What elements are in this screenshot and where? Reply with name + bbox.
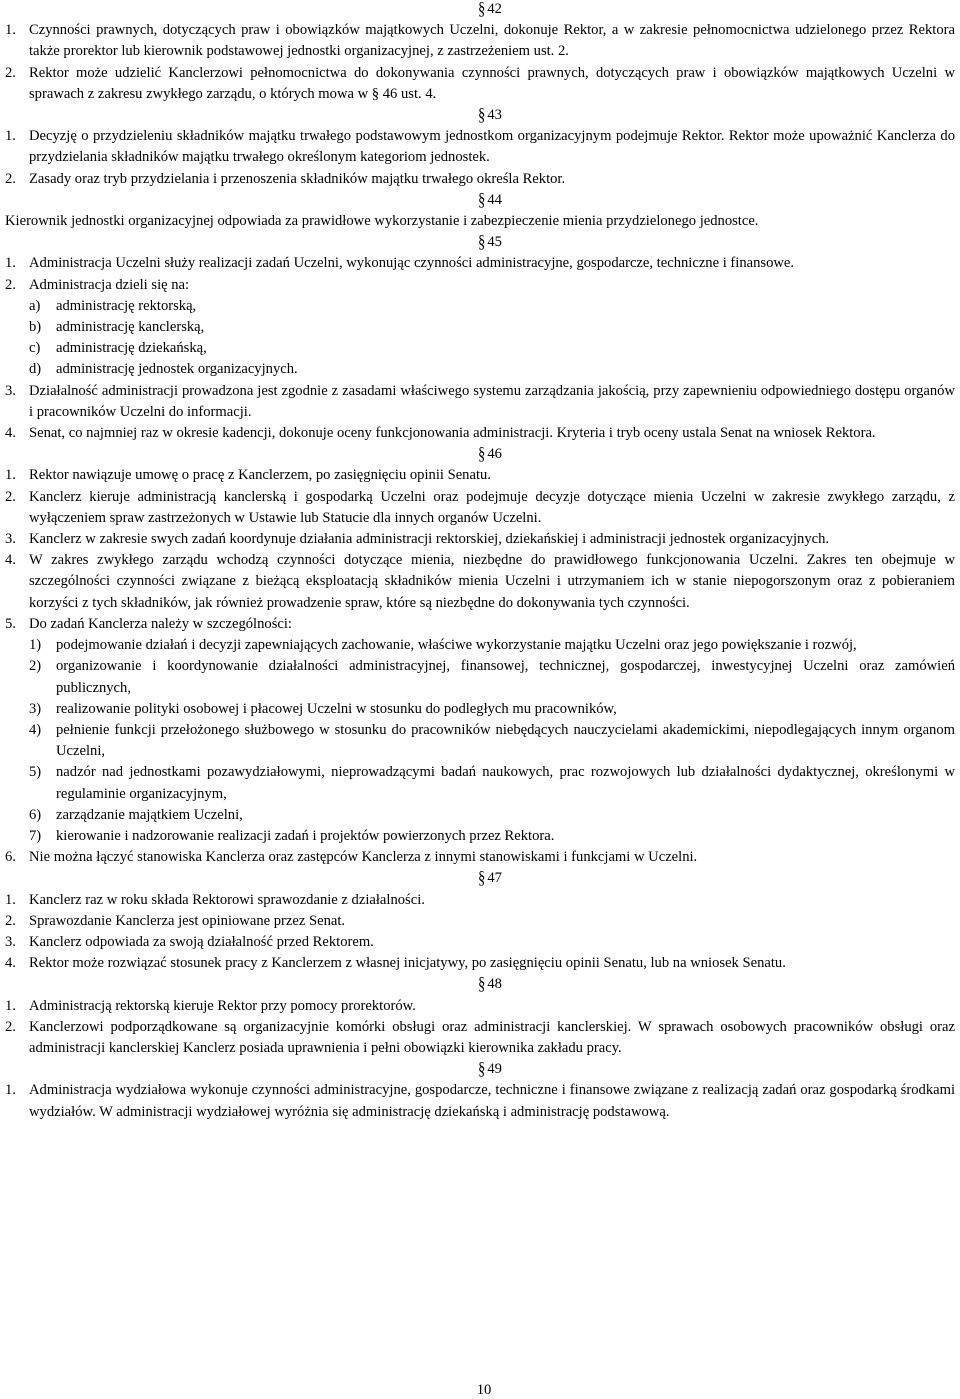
paragraph-text: Czynności prawnych, dotyczących praw i obowiązków majątkowych Uczelni, dokonuje Rektor, a w zakresie pełnomocnictwa udzielonego przez Rektora także prorektor lub kierownik podstawowej jednostki organizacyjnej, z zastrzeżeniem ust. 2. (29, 22, 955, 60)
paragraph (5, 614, 955, 635)
list-item (5, 720, 955, 762)
paragraph-number: 1. (5, 128, 16, 145)
paragraph-text: Kanclerz odpowiada za swoją działalność przed Rektorem. (29, 933, 374, 950)
paragraph-text: Działalność administracji prowadzona jest zgodnie z zasadami właściwego systemu zarządzania jakością, przy zapewnieniu odpowiedniego dostępu organów i pracowników Uczelni do informacji. (29, 382, 955, 420)
section-heading: § 44 (15, 190, 960, 211)
paragraph (5, 932, 955, 953)
list-item (5, 635, 955, 656)
list-item-text: administrację dziekańską, (56, 340, 207, 357)
section-heading: § 42 (15, 0, 960, 20)
paragraph-text: Kanclerz kieruje administracją kanclerską i gospodarką Uczelni oraz podejmuje decyzje dotyczące mienia Uczelni w zakresie zwykłego zarządu, z wyłączeniem spraw zastrzeżonych w Ustawie lub Statucie dla innych organów Uczelni. (29, 488, 955, 526)
list-item-text: kierowanie i nadzorowanie realizacji zadań i projektów powierzonych przez Rektora. (56, 827, 555, 844)
paragraph (5, 487, 955, 529)
list-item-marker: c) (29, 340, 41, 357)
paragraph-number: 4. (5, 552, 16, 569)
list-item-marker: 1) (29, 637, 42, 654)
paragraph-number: 1. (5, 467, 16, 484)
paragraph (5, 1080, 955, 1122)
paragraph-number: 2. (5, 912, 16, 929)
list-item (5, 762, 955, 804)
section-heading: § 49 (15, 1059, 960, 1080)
paragraph (5, 911, 955, 932)
paragraph-text: Nie można łączyć stanowiska Kanclerza oraz zastępców Kanclerza z innymi stanowiskami i funkcjami w Uczelni. (29, 849, 698, 866)
list-item (5, 317, 955, 338)
paragraph-number: 3. (5, 531, 16, 548)
paragraph-number: 5. (5, 615, 16, 632)
section-heading: § 46 (15, 444, 960, 465)
paragraph-text: Rektor może rozwiązać stosunek pracy z Kanclerzem z własnej inicjatywy, po zasięgnięciu opinii Senatu, lub na wniosek Senatu. (29, 955, 786, 972)
paragraph-text: Zasady oraz tryb przydzielania i przenoszenia składników majątku trwałego określa Rektor. (29, 170, 566, 187)
list-item (5, 699, 955, 720)
paragraph-text: Kanclerzowi podporządkowane są organizacyjnie komórki obsługi oraz administracji kanclerskiej. W sprawach osobowych pracowników obsługi oraz administracji kanclerskiej Kanclerz posiada uprawnienia i pełni obowiązki kierownika zakładu pracy. (29, 1018, 955, 1056)
paragraph-number: 4. (5, 955, 16, 972)
paragraph-number: 1. (5, 255, 16, 272)
paragraph (5, 465, 955, 486)
list-item (5, 805, 955, 826)
paragraph-text: Senat, co najmniej raz w okresie kadencji, dokonuje oceny funkcjonowania administracji. Kryteria i tryb oceny ustala Senat na wniosek Rektora. (29, 425, 876, 442)
list-item-marker: 4) (29, 721, 42, 738)
list-item-text: realizowanie polityki osobowej i płacowej Uczelni w stosunku do podległych mu pracowników, (56, 700, 617, 717)
list-item-marker: 5) (29, 764, 42, 781)
list-item-marker: 6) (29, 806, 42, 823)
document-body (5, 0, 955, 1123)
list-item-text: pełnienie funkcji przełożonego służbowego w stosunku do pracowników niebędących nauczycielami akademickimi, niepodlegających innym organom Uczelni, (56, 721, 955, 760)
section-heading: § 45 (15, 232, 960, 253)
paragraph-number: 2. (5, 170, 16, 187)
paragraph-text: Sprawozdanie Kanclerza jest opiniowane przez Senat. (29, 912, 346, 929)
list-item-text: nadzór nad jednostkami pozawydziałowymi, nieprowadzącymi badań naukowych, prac rozwojowych lub działalności dydaktycznej, określonymi w regulaminie organizacyjnym, (56, 764, 955, 802)
paragraph-number: 1. (5, 997, 16, 1014)
section-heading: § 47 (15, 868, 960, 889)
paragraph-text: Rektor nawiązuje umowę o pracę z Kanclerzem, po zasięgnięciu opinii Senatu. (29, 467, 491, 484)
page-number: 10 (476, 1382, 492, 1398)
paragraph (5, 253, 955, 274)
paragraph-text: Administracja Uczelni służy realizacji zadań Uczelni, wykonując czynności administracyjne, gospodarcze, techniczne i finansowe. (29, 255, 795, 272)
list-item-text: zarządzanie majątkiem Uczelni, (56, 806, 243, 823)
paragraph-text: Kanclerz w zakresie swych zadań koordynuje działania administracji rektorskiej, dziekańskiej i administracji jednostek organizacyjnych. (29, 531, 830, 548)
paragraph-number: 2. (5, 64, 16, 81)
paragraph-text: Rektor może udzielić Kanclerzowi pełnomocnictwa do dokonywania czynności prawnych, dotyczących praw i obowiązków majątkowych Uczelni w sprawach z zakresu zwykłego zarządu, o których mowa w § 46 ust. 4. (29, 64, 955, 102)
list-item (5, 656, 955, 698)
list-item-text: administrację rektorską, (56, 297, 197, 314)
paragraph (5, 20, 955, 62)
list-item-marker: 2) (29, 658, 42, 675)
paragraph-text: Do zadań Kanclerza należy w szczególności: (29, 615, 292, 632)
list-item (5, 296, 955, 317)
paragraph-number: 6. (5, 849, 16, 866)
paragraph: Kierownik jednostki organizacyjnej odpowiada za prawidłowe wykorzystanie i zabezpieczenie mienia przydzielonego jednostce. (5, 213, 759, 230)
list-item (5, 826, 955, 847)
list-item-text: administrację kanclerską, (56, 319, 205, 336)
paragraph (5, 126, 955, 168)
paragraph-text: Administracją rektorską kieruje Rektor przy pomocy prorektorów. (29, 997, 416, 1014)
list-item-marker: b) (29, 319, 42, 336)
paragraph (5, 381, 955, 423)
paragraph-number: 2. (5, 488, 16, 505)
paragraph-number: 1. (5, 22, 16, 39)
list-item-text: organizowanie i koordynowanie działalności administracyjnej, finansowej, technicznej, gospodarczej, inwestycyjnej Uczelni oraz zamówień publicznych, (56, 658, 955, 696)
paragraph-number: 1. (5, 1082, 16, 1099)
paragraph (5, 1017, 955, 1059)
paragraph-text: Administracja dzieli się na: (29, 276, 190, 293)
list-item-marker: a) (29, 297, 41, 314)
paragraph-number: 1. (5, 891, 16, 908)
paragraph (5, 890, 955, 911)
paragraph-text: Kanclerz raz w roku składa Rektorowi sprawozdanie z działalności. (29, 891, 425, 908)
list-item (5, 359, 955, 380)
paragraph-number: 2. (5, 276, 16, 293)
list-item (5, 338, 955, 359)
paragraph (5, 996, 955, 1017)
paragraph-number: 3. (5, 382, 16, 399)
paragraph (5, 63, 955, 105)
paragraph-text: Administracja wydziałowa wykonuje czynności administracyjne, gospodarcze, techniczne i finansowe związane z realizacją zadań oraz gospodarką środkami wydziałów. W administracji wydziałowej wyróżnia się administrację dziekańską i administrację podstawową. (29, 1082, 955, 1120)
paragraph-number: 4. (5, 425, 16, 442)
list-item-marker: d) (29, 361, 42, 378)
paragraph (5, 550, 955, 614)
section-heading: § 48 (15, 974, 960, 995)
paragraph-number: 3. (5, 933, 16, 950)
section-heading: § 43 (15, 105, 960, 126)
paragraph-number: 2. (5, 1018, 16, 1035)
paragraph (5, 275, 955, 296)
paragraph (5, 529, 955, 550)
list-item-text: podejmowanie działań i decyzji zapewniających zachowanie, właściwe wykorzystanie majątku Uczelni oraz jego powiększanie i rozwój, (56, 637, 857, 654)
paragraph-text: Decyzję o przydzieleniu składników majątku trwałego podstawowym jednostkom organizacyjnym podejmuje Rektor. Rektor może upoważnić Kanclerza do przydzielania składników majątku trwałego określonym kategoriom jednostek. (29, 128, 955, 166)
list-item-marker: 3) (29, 700, 42, 717)
paragraph-text: W zakres zwykłego zarządu wchodzą czynności dotyczące mienia, niezbędne do prawidłowego funkcjonowania Uczelni. Zakres ten obejmuje w szczególności czynności związane z bieżącą eksploatacją składników mienia Uczelni i utrzymaniem ich w stanie niepogorszonym oraz z pobieraniem korzyści z tych składników, jak również prowadzenie spraw, które są niezbędne do dokonywania tych czynności. (29, 552, 955, 611)
list-item-marker: 7) (29, 827, 42, 844)
list-item-text: administrację jednostek organizacyjnych. (56, 361, 298, 378)
